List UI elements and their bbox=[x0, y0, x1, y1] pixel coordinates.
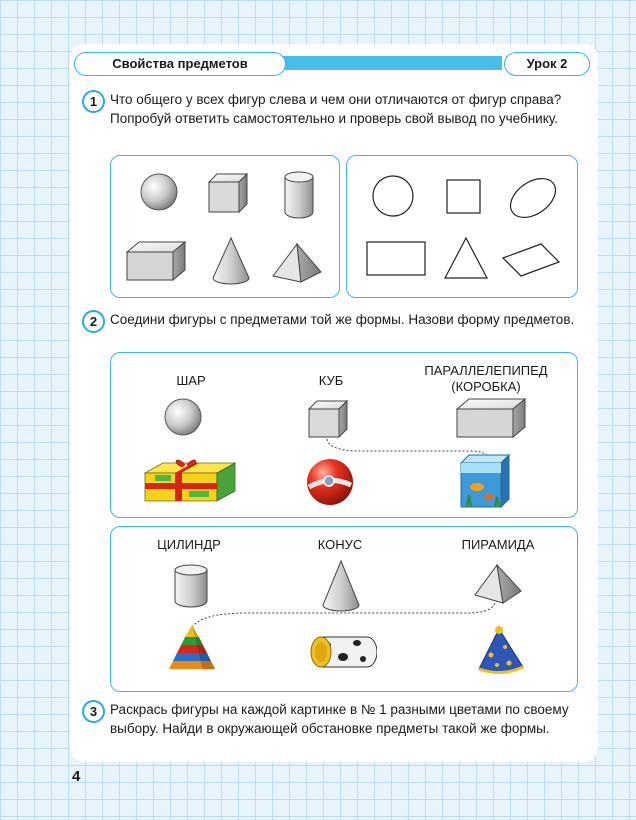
task-1-number: 1 bbox=[82, 90, 105, 113]
party-hat-picture bbox=[475, 625, 527, 677]
label-cube: КУБ bbox=[318, 373, 344, 388]
task-3-number: 3 bbox=[82, 700, 105, 723]
circle-shape bbox=[371, 174, 415, 218]
label-cone: КОНУС bbox=[317, 537, 363, 552]
task-1-text: Что общего у всех фигур слева и чем они отличаются от фигур справа? Попробуй ответить самостоятельно и проверь свой вывод по учебнику. bbox=[110, 92, 562, 126]
label-pyramid: ПИРАМИДА bbox=[461, 537, 535, 552]
header-bar bbox=[274, 56, 502, 70]
cube-shape bbox=[307, 399, 349, 439]
label-parallelepiped: ПАРАЛЛЕЛЕПИПЕД bbox=[424, 363, 548, 378]
cube-shape bbox=[207, 172, 249, 214]
pyramid-shape bbox=[473, 563, 523, 605]
cylinder-shape bbox=[283, 170, 315, 220]
rectangle-shape bbox=[365, 240, 429, 278]
ball-picture bbox=[305, 457, 355, 507]
match-panel-2 bbox=[110, 526, 578, 692]
sphere-shape bbox=[139, 172, 179, 212]
page-header bbox=[74, 52, 590, 76]
box-shape bbox=[455, 397, 527, 439]
task-3-text: Раскрась фигуры на каждой картинке в № 1 разными цветами по своему выбору. Найди в окружающей обстановке предметы такой же формы. bbox=[110, 702, 569, 736]
cone-shape bbox=[211, 236, 251, 286]
page-number: 4 bbox=[72, 768, 81, 785]
label-cylinder: ЦИЛИНДР bbox=[157, 537, 221, 552]
triangle-shape bbox=[443, 236, 489, 280]
label-sphere: ШАР bbox=[176, 373, 206, 388]
match-panel-1 bbox=[110, 352, 578, 518]
connecting-line bbox=[187, 601, 499, 633]
label-box: (КОРОБКА) bbox=[451, 379, 521, 394]
roll-can-picture bbox=[307, 631, 377, 671]
pyramid-shape bbox=[271, 242, 323, 284]
box-shape bbox=[125, 240, 187, 282]
sphere-shape bbox=[163, 397, 203, 437]
rhombus-shape bbox=[501, 242, 561, 278]
task-2-number: 2 bbox=[82, 310, 105, 333]
toy-pyramid-picture bbox=[167, 623, 217, 675]
aquarium-picture bbox=[457, 453, 513, 511]
plane-figures-panel bbox=[346, 155, 578, 298]
square-shape bbox=[445, 178, 483, 216]
ellipse-shape bbox=[505, 174, 561, 222]
task-2-text: Соедини фигуры с предметами той же формы. Назови форму предметов. bbox=[110, 312, 575, 327]
gift-box-picture bbox=[141, 457, 237, 505]
topic-title: Свойства предметов bbox=[74, 52, 286, 76]
lesson-label: Урок 2 bbox=[504, 52, 590, 76]
solids-panel bbox=[110, 155, 340, 298]
